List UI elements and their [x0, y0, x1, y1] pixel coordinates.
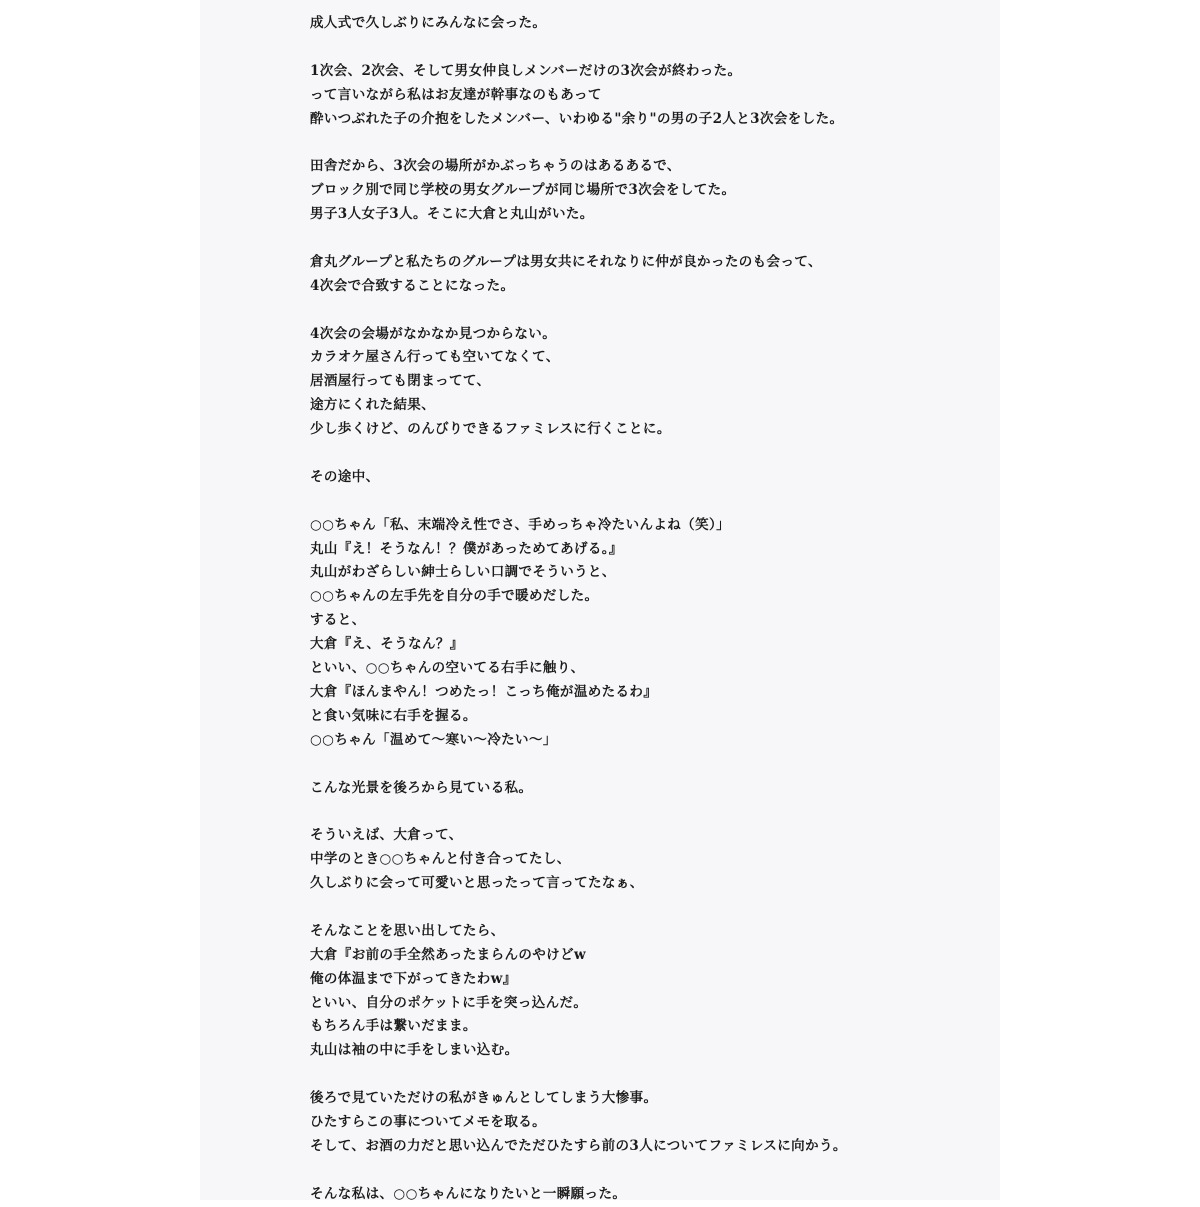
text-line: 田舎だから、3次会の場所がかぶっちゃうのはあるあるで、 — [310, 158, 681, 175]
text-line: ○○ちゃんの左手先を自分の手で暖めだした。 — [310, 588, 599, 605]
text-line: そういえば、大倉って、 — [310, 827, 463, 844]
text-line: 俺の体温まで下がってきたわw』 — [310, 970, 517, 987]
text-line: 1次会、2次会、そして男女仲良しメンバーだけの3次会が終わった。 — [310, 62, 742, 79]
text-line: ブロック別で同じ学校の男女グループが同じ場所で3次会をしてた。 — [310, 182, 736, 199]
text-line: 大倉『お前の手全然あったまらんのやけどw — [310, 946, 586, 963]
text-line: 居酒屋行っても閉まってて、 — [310, 373, 491, 390]
text-line: 丸山がわざらしい紳士らしい口調でそういうと、 — [310, 564, 616, 581]
text-line: 中学のとき○○ちゃんと付き合ってたし、 — [310, 851, 571, 868]
text-line: その途中、 — [310, 468, 380, 485]
blank-line — [310, 1159, 990, 1183]
text-line: 丸山は袖の中に手をしまい込む。 — [310, 1042, 519, 1059]
text-line: 大倉『え、そうなん？』 — [310, 636, 464, 653]
text-line: 丸山『え！そうなん！？僕があっためてあげる。』 — [310, 540, 623, 557]
text-line: 男子3人女子3人。そこに大倉と丸山がいた。 — [310, 206, 594, 223]
blank-line — [310, 800, 990, 824]
story-text — [310, 12, 990, 1207]
text-line: 4次会の会場がなかなか見つからない。 — [310, 325, 557, 342]
text-line: 久しぶりに会って可愛いと思ったって言ってたなぁ、 — [310, 875, 644, 892]
text-line: ひたすらこの事についてメモを取る。 — [310, 1113, 547, 1130]
text-line: 後ろで見ていただけの私がきゅんとしてしまう大惨事。 — [310, 1090, 658, 1107]
text-line: そんな私は、○○ちゃんになりたいと一瞬願った。 — [310, 1185, 627, 1202]
blank-line — [310, 442, 990, 466]
blank-line — [310, 896, 990, 920]
text-line: 倉丸グループと私たちのグループは男女共にそれなりに仲が良かったのも会って、 — [310, 253, 822, 270]
text-line: ○○ちゃん「私、末端冷え性でさ、手めっちゃ冷たいんよね（笑）」 — [310, 516, 731, 533]
text-line: 途方にくれた結果、 — [310, 397, 436, 414]
blank-line — [310, 753, 990, 777]
text-line: といい、自分のポケットに手を突っ込んだ。 — [310, 994, 588, 1011]
text-line: そんなことを思い出してたら、 — [310, 922, 505, 939]
blank-line — [310, 131, 990, 155]
text-line: 大倉『ほんまやん！つめたっ！こっち俺が温めたるわ』 — [310, 683, 658, 700]
blank-line — [310, 299, 990, 323]
text-line: ○○ちゃん「温めて〜寒い〜冷たい〜」 — [310, 731, 557, 748]
text-line: こんな光景を後ろから見ている私。 — [310, 779, 533, 796]
blank-line — [310, 227, 990, 251]
text-line: と食い気味に右手を握る。 — [310, 707, 477, 724]
text-line: って言いながら私はお友達が幹事なのもあって — [310, 86, 602, 103]
blank-line — [310, 36, 990, 60]
text-line: 酔いつぶれた子の介抱をしたメンバー、いわゆる"余り"の男の子2人と3次会をした。 — [310, 110, 844, 127]
text-line: すると、 — [310, 612, 366, 629]
text-line: もちろん手は繋いだまま。 — [310, 1018, 477, 1035]
text-line: カラオケ屋さん行っても空いてなくて、 — [310, 349, 560, 366]
text-line: といい、○○ちゃんの空いてる右手に触り、 — [310, 660, 585, 677]
text-line: 4次会で合致することになった。 — [310, 277, 515, 294]
text-line: 少し歩くけど、のんびりできるファミレスに行くことに。 — [310, 421, 671, 438]
blank-line — [310, 490, 990, 514]
text-line: 成人式で久しぶりにみんなに会った。 — [310, 15, 547, 31]
text-line: そして、お酒の力だと思い込んでただひたすら前の3人についてファミレスに向かう。 — [310, 1137, 847, 1154]
blank-line — [310, 1063, 990, 1087]
document-page — [200, 0, 1000, 1200]
